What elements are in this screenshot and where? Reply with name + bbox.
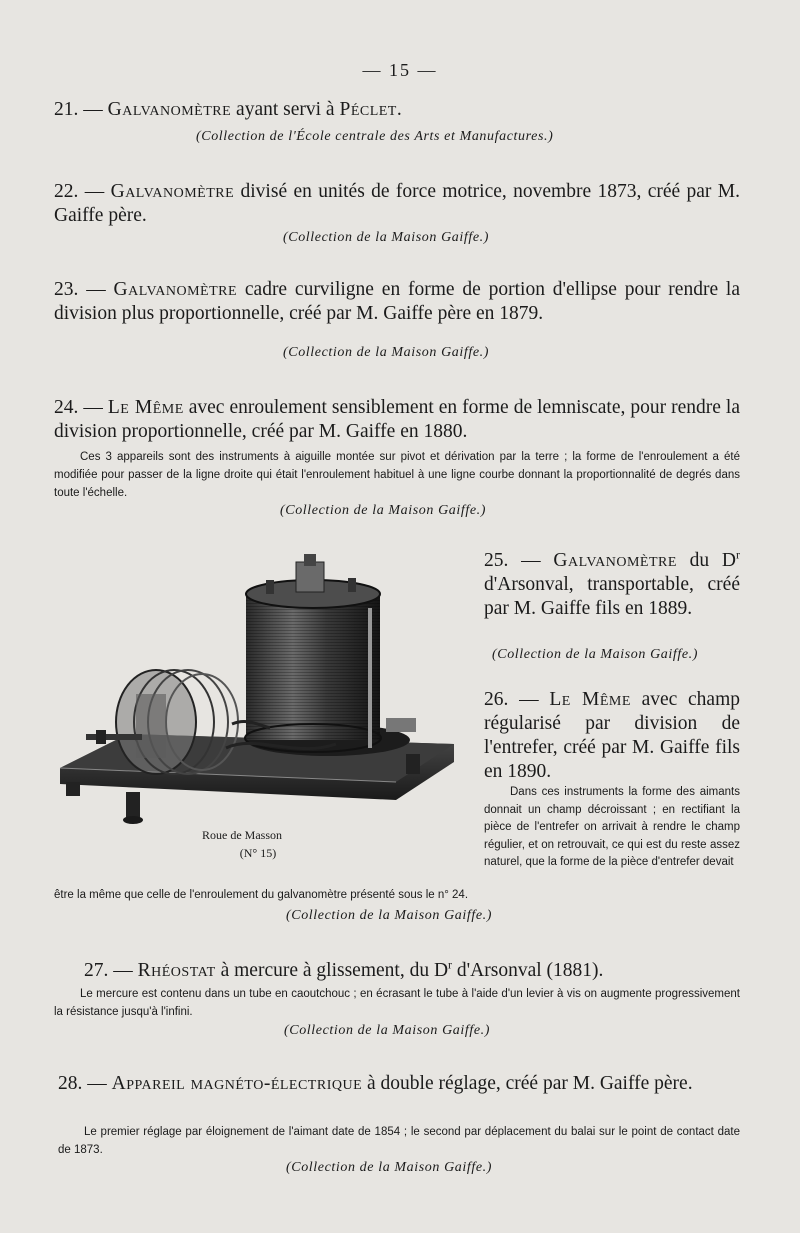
entry-title: Le Même: [107, 397, 184, 418]
entry-number: 28. —: [58, 1073, 112, 1094]
entry-title: Galvanomètre: [553, 550, 677, 571]
entry-number: 25. —: [484, 550, 554, 571]
entry-title: Galvanomètre: [107, 99, 232, 120]
entry-text: divisé en unités de force motrice, novembre 1873, créé par M. Gaiffe père.: [54, 181, 741, 226]
entry-title: Le Même: [549, 689, 631, 710]
entry-text-cont: d'Arsonval (1881).: [452, 960, 604, 981]
entry-27: [84, 959, 740, 983]
superscript: r: [448, 957, 453, 972]
apparatus-illustration: [56, 548, 462, 842]
entry-text: à mercure à glissement, du D: [215, 960, 449, 981]
entry-23: [54, 278, 740, 326]
collection-26: (Collection de la Maison Gaiffe.): [286, 908, 493, 923]
entry-24: [54, 396, 740, 444]
entry-text: du D: [676, 550, 736, 571]
note-26-continued: être la même que celle de l'enroulement du galvanomètre présenté sous le n° 24.: [54, 889, 469, 901]
entry-text: avec champ régularisé par division de l'entrefer, créé par M. Gaiffe fils en 1890.: [484, 689, 741, 782]
figure-caption-title: Roue de Masson: [202, 828, 282, 842]
collection-24: (Collection de la Maison Gaiffe.): [280, 503, 487, 518]
page-number: — 15 —: [362, 60, 438, 80]
collection-27: (Collection de la Maison Gaiffe.): [284, 1023, 491, 1038]
collection-23: (Collection de la Maison Gaiffe.): [283, 345, 490, 360]
figure-caption-number: (N° 15): [239, 846, 277, 860]
entry-text-cont: d'Arsonval, transportable, créé par M. Gaiffe fils en 1889.: [484, 574, 740, 619]
entry-number: 26. —: [484, 689, 550, 710]
collection-25: (Collection de la Maison Gaiffe.): [492, 647, 699, 662]
note-28: Le premier réglage par éloignement de l'aimant date de 1854 ; le second par déplacement du balai sur le point de contact date de 1873.: [58, 1126, 740, 1156]
masson-wheel-figure: [56, 548, 462, 834]
entry-number: 27. —: [84, 960, 138, 981]
entry-person: Péclet: [339, 99, 397, 120]
entry-end: .: [396, 99, 402, 120]
entry-number: 21. —: [54, 99, 108, 120]
entry-text: avec enroulement sensiblement en forme de lemniscate, pour rendre la division proportionnelle, créé par M. Gaiffe en 1880.: [54, 397, 741, 442]
entry-text: ayant servi à: [231, 99, 340, 120]
entry-number: 23. —: [54, 279, 114, 300]
entry-26: [484, 688, 740, 784]
entry-22: [54, 180, 740, 228]
entry-title: Appareil magnéto-électrique: [111, 1073, 363, 1094]
entry-28: [58, 1072, 740, 1096]
entry-title: Galvanomètre: [113, 279, 238, 300]
note-24: Ces 3 appareils sont des instruments à aiguille montée sur pivot et dérivation par la terre ; la forme de l'enroulement a été modifiée pour passer de la ligne droite qui était l'enroulement habituel à une ligne courbe donnant la proportionnalité de degrés dans toute l'échelle.: [54, 451, 740, 499]
collection-28: (Collection de la Maison Gaiffe.): [286, 1160, 493, 1175]
superscript: r: [736, 547, 740, 562]
entry-text: cadre curviligne en forme de portion d'ellipse pour rendre la division plus proportionnelle, créé par M. Gaiffe père en 1879.: [54, 279, 740, 324]
entry-21: [54, 98, 740, 122]
collection-21: (Collection de l'École centrale des Arts et Manufactures.): [196, 129, 554, 144]
entry-title: Galvanomètre: [110, 181, 235, 202]
collection-22: (Collection de la Maison Gaiffe.): [283, 230, 490, 245]
entry-number: 22. —: [54, 181, 111, 202]
entry-title: Rhéostat: [137, 960, 216, 981]
note-26: Dans ces instruments la forme des aimants donnait un champ décroissant ; en rectifiant la pièce de l'entrefer on arrivait à rendre le champ régulier, et on retrouvait, ce qui est du reste assez naturel, que la forme de la pièce d'entrefer devait: [484, 786, 740, 868]
entry-number: 24. —: [54, 397, 108, 418]
note-27: Le mercure est contenu dans un tube en caoutchouc ; en écrasant le tube à l'aide d'un levier à vis on augmente progressivement la résistance jusqu'à l'infini.: [54, 988, 740, 1018]
entry-text: à double réglage, créé par M. Gaiffe père.: [362, 1073, 693, 1094]
entry-25: [484, 549, 740, 621]
